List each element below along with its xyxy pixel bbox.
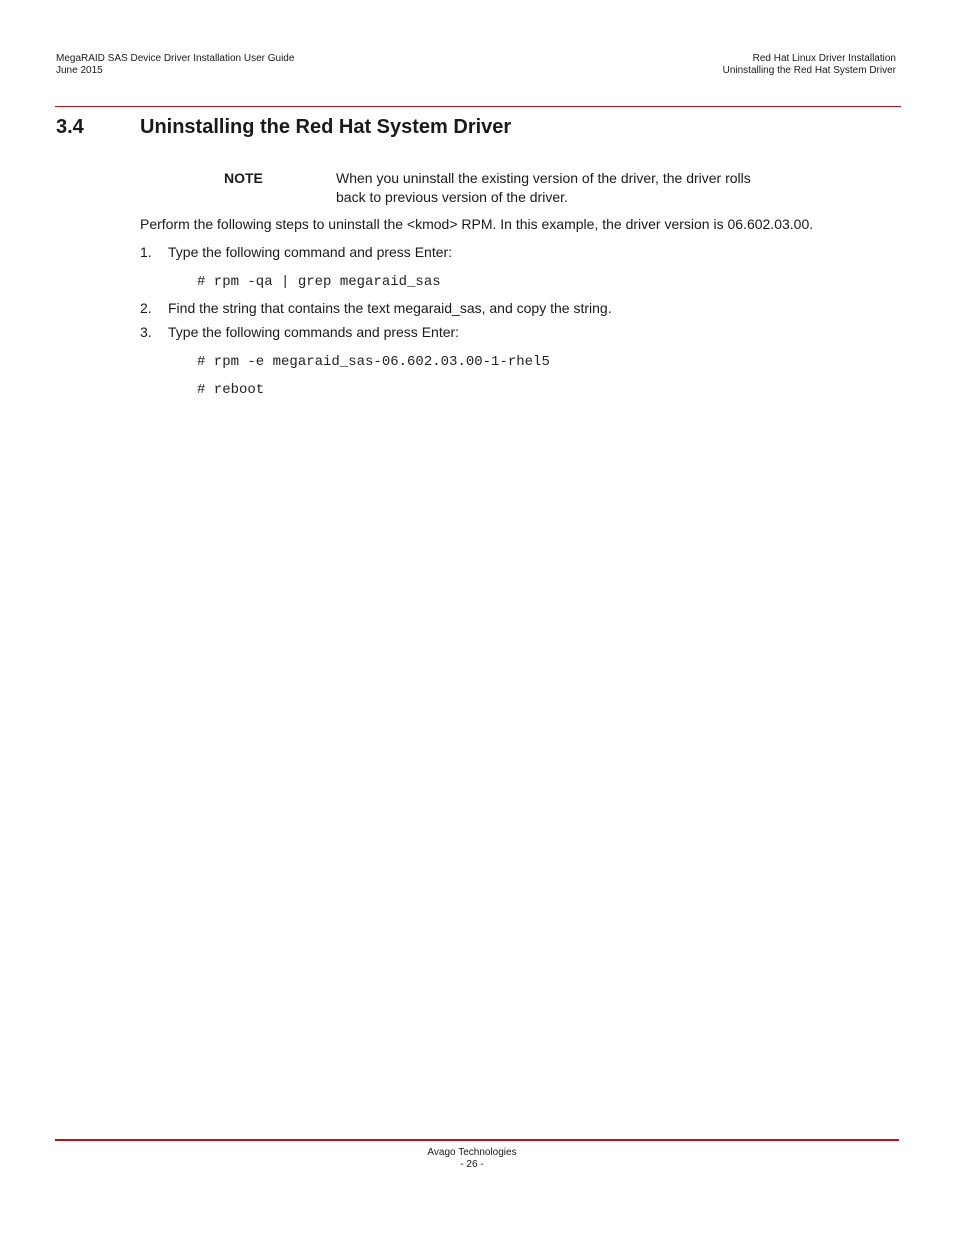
doc-date: June 2015 [56,65,103,76]
step-text: Find the string that contains the text megaraid_sas, and copy the string. [168,300,612,316]
running-header-left [56,53,294,77]
section-number: 3.4 [56,116,84,138]
step-number: 2. [140,300,152,316]
code-line: # rpm -e megaraid_sas-06.602.03.00-1-rhel5 [197,354,550,370]
step-number: 1. [140,244,152,260]
code-line: # reboot [197,382,265,398]
step-text: Type the following command and press Enter: [168,244,453,260]
note-line: back to previous version of the driver. [336,189,568,205]
step-number: 3. [140,324,152,340]
code-line: # rpm -qa | grep megaraid_sas [197,274,441,290]
intro-paragraph: Perform the following steps to uninstall the <kmod> RPM. In this example, the driver version is 06.602.03.00. [140,216,814,232]
header-divider [55,106,901,107]
section-heading: Uninstalling the Red Hat System Driver [140,116,512,138]
running-header-right [723,53,896,77]
note-label: NOTE [224,170,263,186]
footer-company: Avago Technologies [427,1147,517,1158]
doc-title: MegaRAID SAS Device Driver Installation User Guide [56,53,295,64]
footer-divider [55,1139,899,1141]
note-text [336,169,796,207]
note-line: When you uninstall the existing version of the driver, the driver rolls [336,170,751,186]
step-text: Type the following commands and press Enter: [168,324,460,340]
page-number: - 26 - [460,1159,484,1170]
chapter-title: Red Hat Linux Driver Installation [752,53,896,64]
section-title-ref: Uninstalling the Red Hat System Driver [722,65,896,76]
